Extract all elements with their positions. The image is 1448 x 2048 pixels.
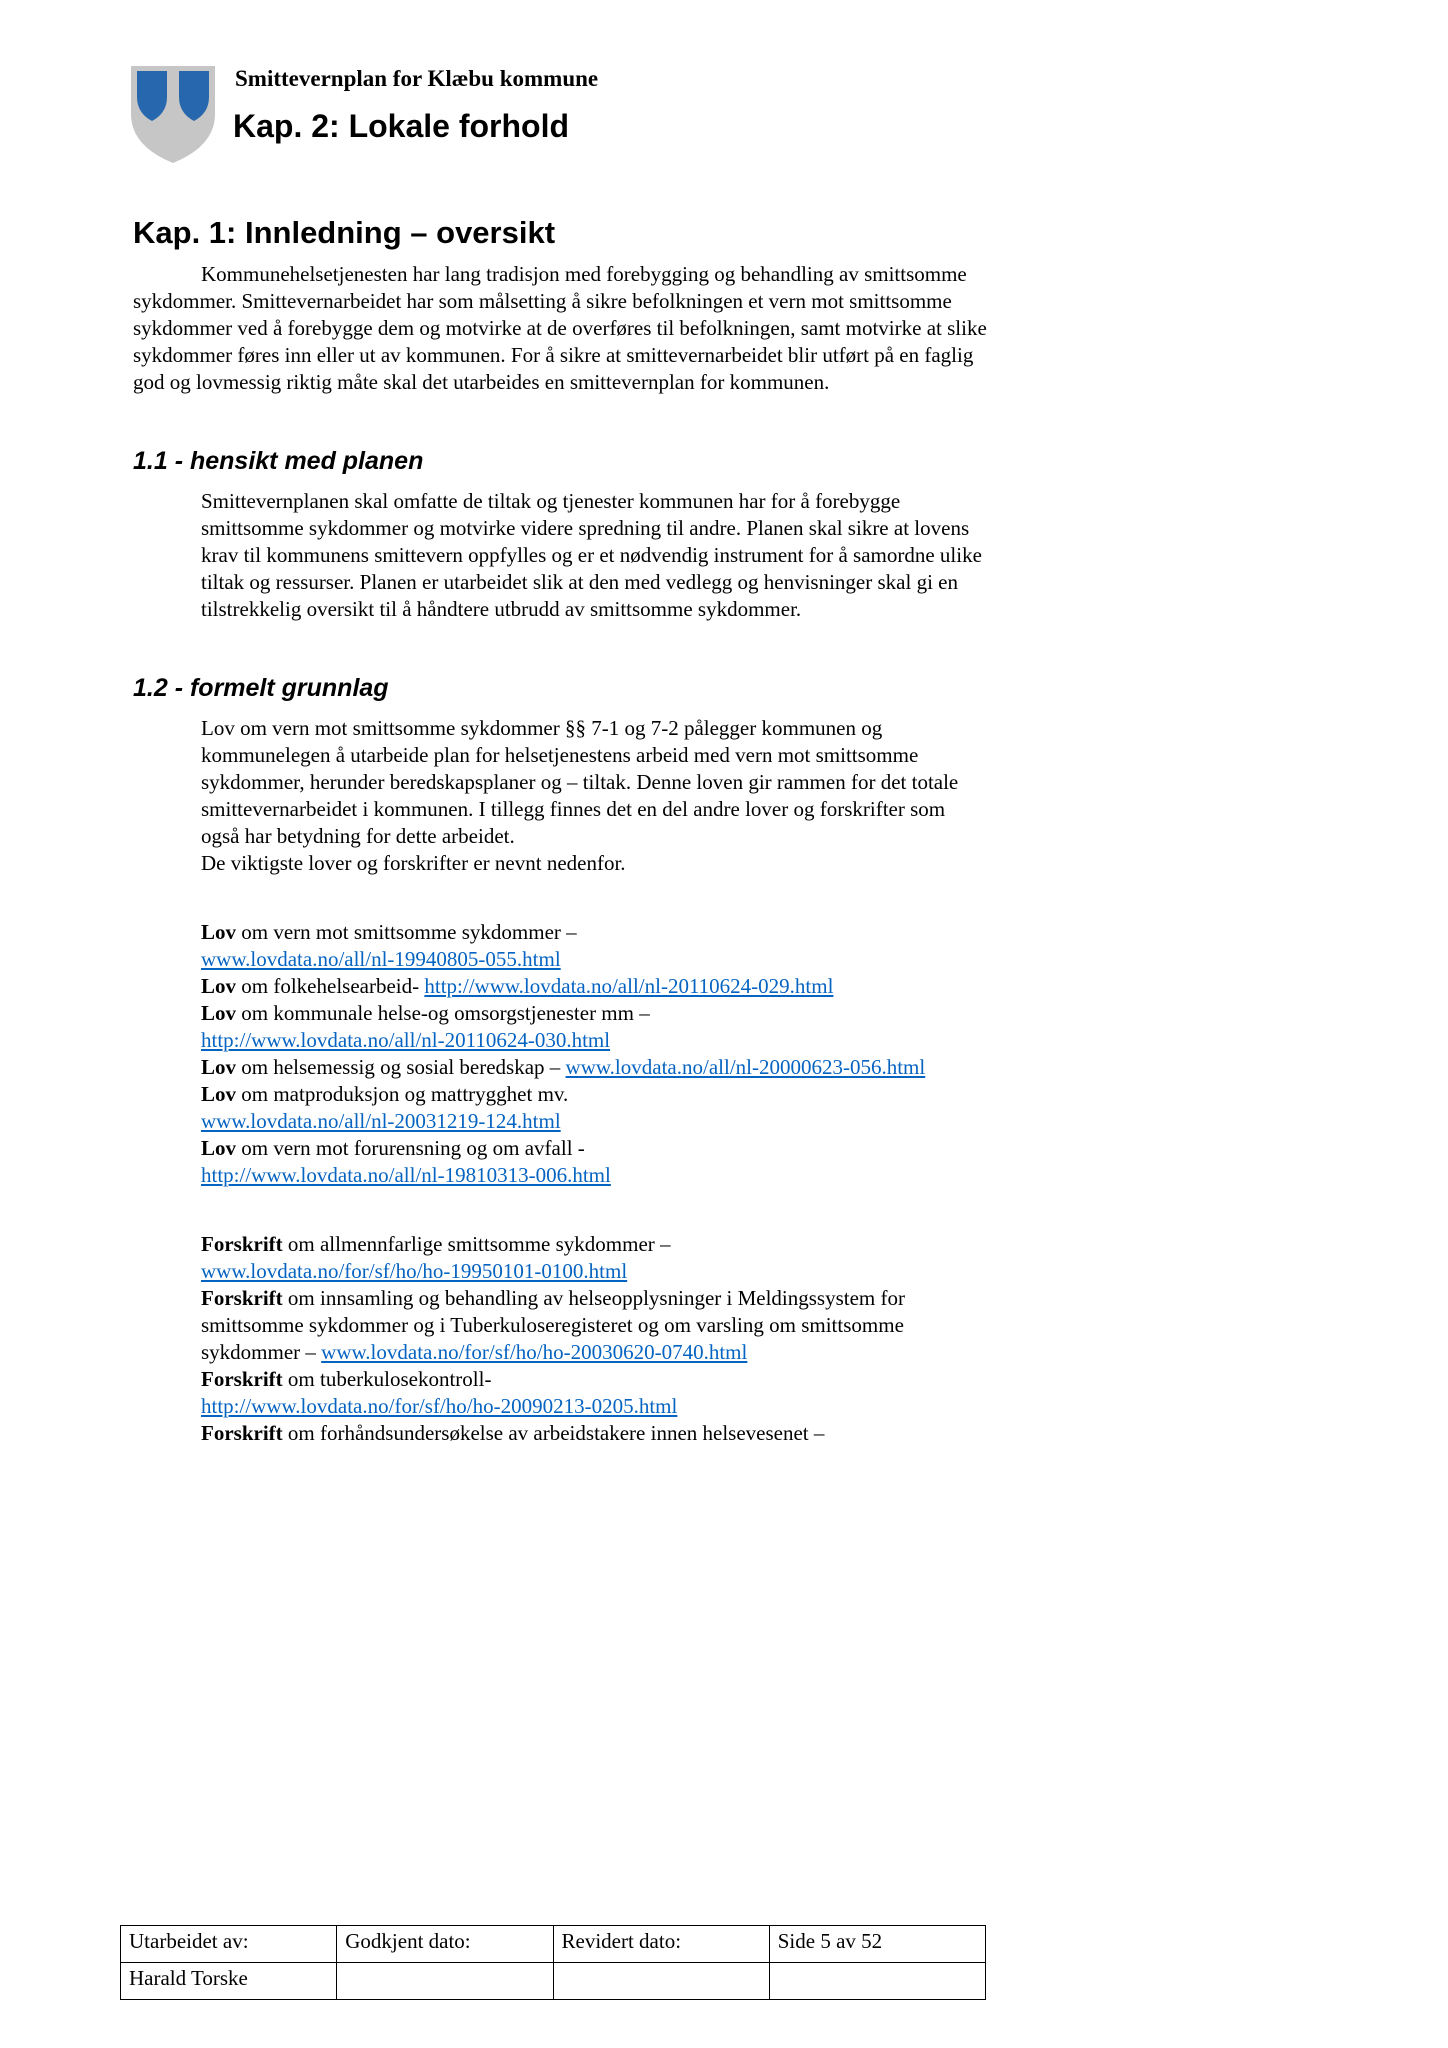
regulation-label: Forskrift [201,1286,283,1310]
klaebu-kommune-crest-logo [127,62,219,171]
law-label: Lov [201,1001,237,1025]
law-link[interactable]: www.lovdata.no/all/nl-20000623-056.html [565,1055,926,1079]
law-link[interactable]: http://www.lovdata.no/all/nl-20110624-029.html [424,974,834,998]
chapter-title: Kap. 2: Lokale forhold [233,108,570,144]
law-label: Lov [201,1055,237,1079]
law-text: om folkehelsearbeid- [236,974,425,998]
law-item [201,973,988,1000]
intro-paragraph: Kommunehelsetjenesten har lang tradisjon med forebygging og behandling av smittsomme sykdommer. Smittevernarbeidet har som målsetting å sikre befolkningen et vern mot smittsomme sykdommer ved å forebygge dem og motvirke at de overføres til befolkningen, samt motvirke at slike sykdommer føres inn eller ut av kommunen. For å sikre at smittevernarbeidet blir utført på en faglig god og lovmessig riktig måte skal det utarbeides en smittevernplan for kommunen. [133,262,987,394]
law-link[interactable]: http://www.lovdata.no/all/nl-20110624-030.html [201,1028,611,1052]
law-item [201,919,988,973]
law-link[interactable]: http://www.lovdata.no/all/nl-19810313-006.html [201,1163,611,1187]
regulation-item [201,1366,988,1420]
crest-icon [127,62,219,166]
footer-cell-godkjent: Godkjent dato: [337,1926,553,1963]
regulation-text: om innsamling og behandling av helseopplysninger i Meldingssystem for smittsomme sykdommer og i Tuberkuloseregisteret og om varsling om smittsomme sykdommer – [201,1286,905,1364]
footer-cell-page-number: Side 5 av 52 [769,1926,985,1963]
law-text: om vern mot smittsomme sykdommer – [236,920,577,944]
law-label: Lov [201,1136,237,1160]
regulation-item [201,1420,988,1447]
law-text: om matproduksjon og mattrygghet mv. [236,1082,569,1106]
law-item [201,1054,988,1081]
law-label: Lov [201,974,237,998]
regulation-text: om allmennfarlige smittsomme sykdommer – [282,1232,671,1256]
law-text: om vern mot forurensning og om avfall - [236,1136,585,1160]
footer-cell-empty [769,1963,985,2000]
note-line: De viktigste lover og forskrifter er nevnt nedenfor. [201,851,626,875]
law-link[interactable]: www.lovdata.no/all/nl-20031219-124.html [201,1109,561,1133]
regulation-label: Forskrift [201,1367,283,1391]
regulation-label: Forskrift [201,1232,283,1256]
laws-list [201,919,988,1189]
regulations-list [201,1231,988,1447]
document-title: Smittevernplan for Klæbu kommune [235,66,599,91]
regulation-text: om forhåndsundersøkelse av arbeidstakere innen helsevesenet – [282,1421,825,1445]
regulation-link[interactable]: http://www.lovdata.no/for/sf/ho/ho-20090213-0205.html [201,1394,678,1418]
footer-cell-revidert: Revidert dato: [553,1926,769,1963]
regulation-link[interactable]: www.lovdata.no/for/sf/ho/ho-20030620-0740.html [321,1340,748,1364]
law-label: Lov [201,1082,237,1106]
law-item [201,1135,988,1189]
footer-cell-empty [553,1963,769,2000]
law-label: Lov [201,920,237,944]
footer-row [121,1926,986,1963]
law-text: om kommunale helse-og omsorgstjenester mm – [236,1001,650,1025]
law-link[interactable]: www.lovdata.no/all/nl-19940805-055.html [201,947,561,971]
main-content [133,215,988,1447]
regulation-text: om tuberkulosekontroll- [282,1367,492,1391]
footer-cell-utarbeidet: Utarbeidet av: [121,1926,337,1963]
footer-table [120,1925,986,2000]
section-1-1-body [201,488,988,623]
footer-cell-author: Harald Torske [121,1963,337,2000]
regulation-item [201,1285,988,1366]
law-item [201,1000,988,1054]
section-heading-kap1: Kap. 1: Innledning – oversikt [133,215,556,250]
regulation-link[interactable]: www.lovdata.no/for/sf/ho/ho-19950101-0100.html [201,1259,628,1283]
paragraph: Smittevernplanen skal omfatte de tiltak og tjenester kommunen har for å forebygge smittsomme sykdommer og motvirke videre spredning til andre. Planen skal sikre at lovens krav til kommunens smittevern oppfylles og er et nødvendig instrument for å samordne ulike tiltak og ressurser. Planen er utarbeidet slik at den med vedlegg og henvisninger skal gi en tilstrekkelig oversikt til å håndtere utbrudd av smittsomme sykdommer. [201,489,982,621]
paragraph: Lov om vern mot smittsomme sykdommer §§ 7-1 og 7-2 pålegger kommunen og kommunelegen å utarbeide plan for helsetjenestens arbeid med vern mot smittsomme sykdommer, herunder beredskapsplaner og – tiltak. Denne loven gir rammen for det totale smittevernarbeidet i kommunen. I tillegg finnes det en del andre lover og forskrifter som også har betydning for dette arbeidet. [201,716,959,848]
section-1-2-body [201,715,988,877]
section-heading-1-1: 1.1 - hensikt med planen [133,447,424,475]
footer-row [121,1963,986,2000]
section-heading-1-2: 1.2 - formelt grunnlag [133,674,389,702]
law-text: om helsemessig og sosial beredskap – [236,1055,566,1079]
law-item [201,1081,988,1135]
footer-cell-empty [337,1963,553,2000]
regulation-item [201,1231,988,1285]
regulation-label: Forskrift [201,1421,283,1445]
